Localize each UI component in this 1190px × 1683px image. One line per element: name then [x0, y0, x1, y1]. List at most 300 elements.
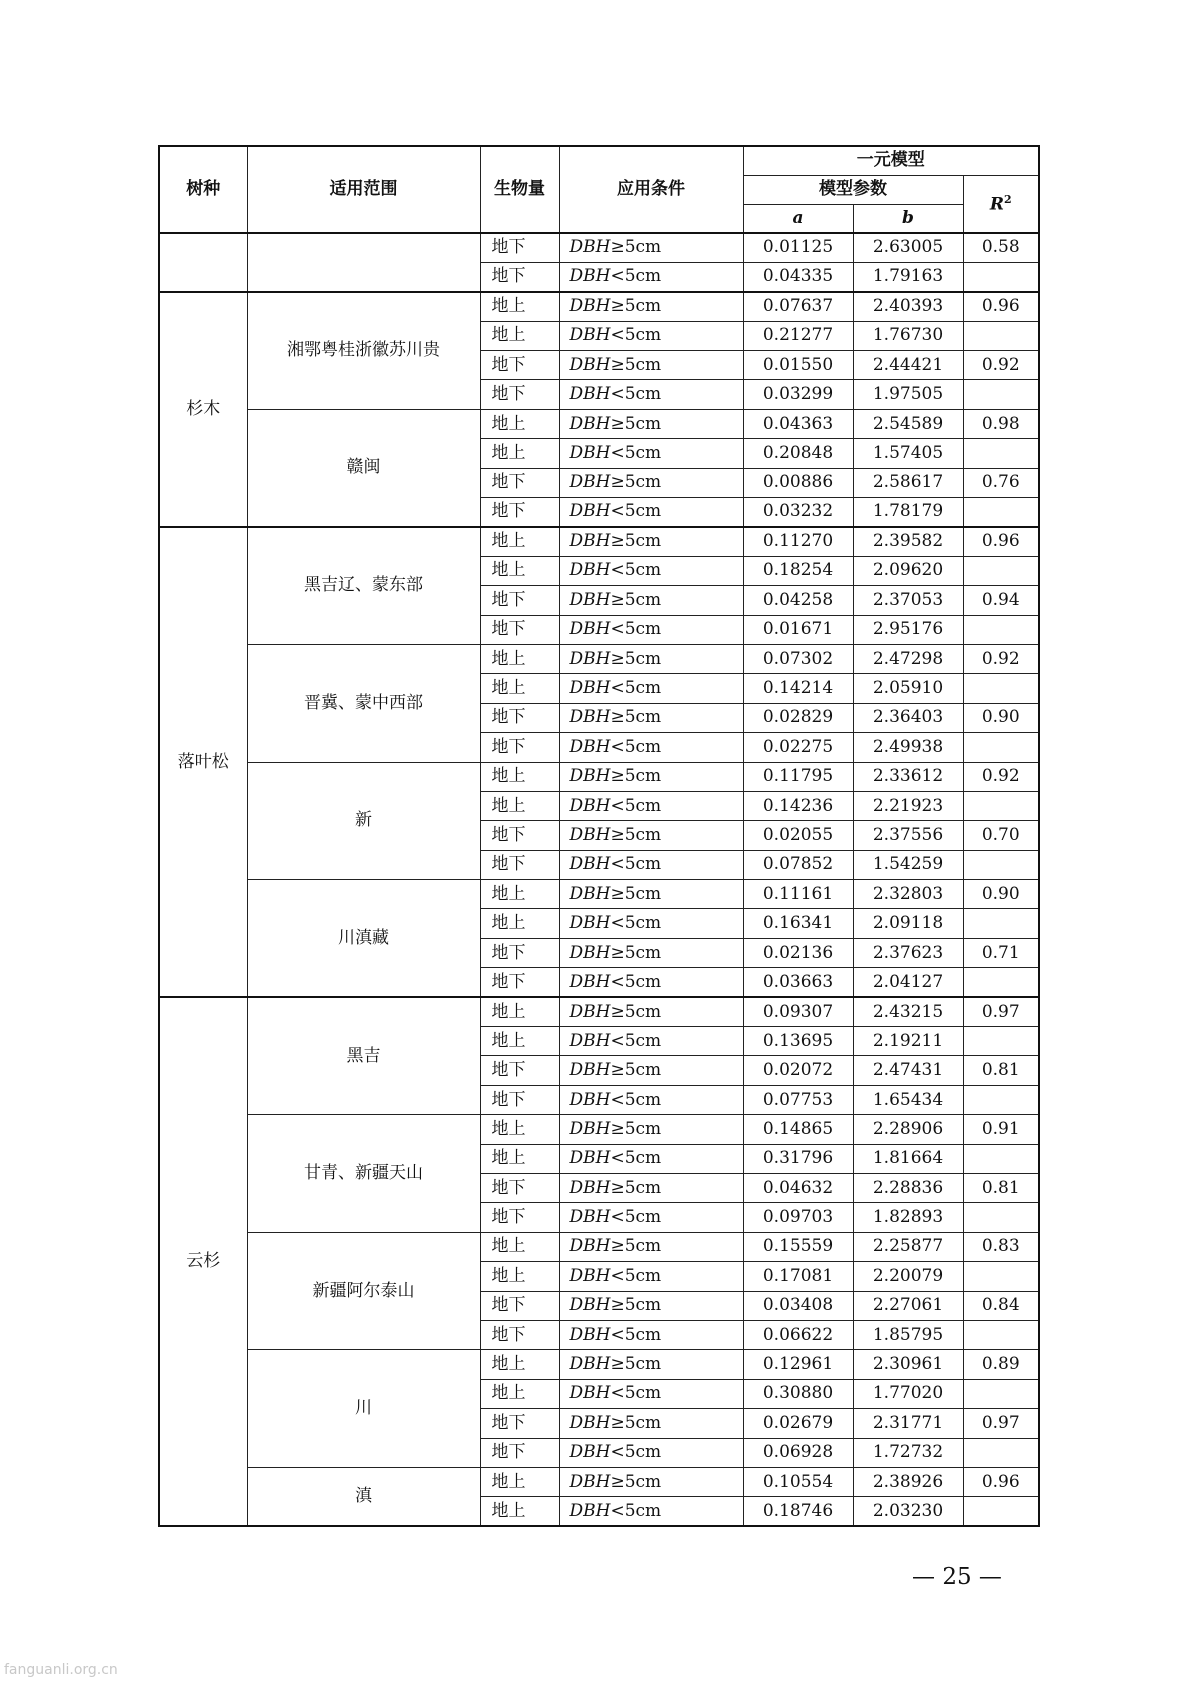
- condition-value: ≥5cm: [610, 1177, 662, 1198]
- biomass-cell: 地下: [480, 498, 559, 527]
- biomass-cell: 地下: [480, 1056, 559, 1085]
- param-a-cell: 0.02275: [743, 733, 853, 762]
- condition-cell: [559, 821, 743, 850]
- param-r2-cell: 0.97: [963, 997, 1039, 1026]
- condition-value: ≥5cm: [610, 1412, 662, 1433]
- param-b-cell: 2.44421: [853, 351, 963, 380]
- param-b-cell: 2.58617: [853, 468, 963, 497]
- param-b-cell: 1.54259: [853, 850, 963, 879]
- condition-value: <5cm: [610, 854, 662, 875]
- param-b-cell: 1.82893: [853, 1203, 963, 1232]
- condition-cell: [559, 1409, 743, 1438]
- condition-value: ≥5cm: [610, 1295, 662, 1316]
- param-a-cell: 0.09703: [743, 1203, 853, 1232]
- condition-variable: DBH: [569, 531, 611, 552]
- condition-value: <5cm: [610, 1324, 662, 1345]
- condition-value: ≥5cm: [610, 237, 662, 258]
- condition-value: <5cm: [610, 795, 662, 816]
- biomass-cell: 地上: [480, 1262, 559, 1291]
- condition-cell: [559, 762, 743, 791]
- param-b-cell: 2.04127: [853, 968, 963, 997]
- param-r2-cell: 0.84: [963, 1291, 1039, 1320]
- condition-cell: [559, 850, 743, 879]
- condition-value: <5cm: [610, 678, 662, 699]
- biomass-cell: 地上: [480, 1350, 559, 1379]
- condition-cell: [559, 615, 743, 644]
- condition-value: <5cm: [610, 325, 662, 346]
- biomass-cell: 地下: [480, 351, 559, 380]
- param-r2-cell: [963, 1262, 1039, 1291]
- condition-cell: [559, 968, 743, 997]
- condition-variable: DBH: [569, 1236, 611, 1257]
- condition-value: <5cm: [610, 266, 662, 287]
- condition-variable: DBH: [569, 1324, 611, 1345]
- param-b-cell: 1.81664: [853, 1144, 963, 1173]
- param-b-cell: 2.20079: [853, 1262, 963, 1291]
- param-r2-cell: [963, 791, 1039, 820]
- condition-value: ≥5cm: [610, 825, 662, 845]
- range-cell: 新疆阿尔泰山: [247, 1232, 480, 1350]
- param-r2-cell: 0.98: [963, 409, 1039, 438]
- condition-cell: [559, 409, 743, 438]
- biomass-cell: 地上: [480, 909, 559, 938]
- biomass-cell: 地下: [480, 1409, 559, 1438]
- condition-variable: DBH: [569, 266, 611, 287]
- biomass-cell: 地下: [480, 262, 559, 291]
- biomass-cell: 地下: [480, 233, 559, 262]
- table-row: [159, 233, 1039, 262]
- condition-cell: [559, 909, 743, 938]
- param-r2-cell: [963, 556, 1039, 585]
- condition-variable: DBH: [569, 913, 611, 934]
- param-a-cell: 0.10554: [743, 1467, 853, 1496]
- condition-variable: DBH: [569, 1295, 611, 1316]
- param-r2-cell: 0.71: [963, 938, 1039, 967]
- param-a-cell: 0.07852: [743, 850, 853, 879]
- biomass-cell: 地上: [480, 556, 559, 585]
- condition-variable: DBH: [569, 678, 611, 699]
- header-condition: 应用条件: [559, 146, 743, 233]
- range-cell: 赣闽: [247, 409, 480, 527]
- param-a-cell: 0.11161: [743, 880, 853, 909]
- param-a-cell: 0.03408: [743, 1291, 853, 1320]
- param-b-cell: 1.85795: [853, 1320, 963, 1349]
- condition-value: ≥5cm: [610, 1001, 662, 1022]
- param-a-cell: 0.04363: [743, 409, 853, 438]
- param-r2-cell: 0.70: [963, 821, 1039, 850]
- param-b-cell: 1.57405: [853, 439, 963, 468]
- range-cell: 滇: [247, 1467, 480, 1526]
- range-cell: 湘鄂粤桂浙徽苏川贵: [247, 292, 480, 410]
- condition-variable: DBH: [569, 1383, 611, 1404]
- biomass-cell: 地下: [480, 938, 559, 967]
- condition-variable: DBH: [569, 354, 611, 375]
- param-r2-cell: [963, 850, 1039, 879]
- biomass-cell: 地下: [480, 703, 559, 732]
- header-b: b: [853, 204, 963, 233]
- param-r2-cell: [963, 1027, 1039, 1056]
- condition-variable: DBH: [569, 501, 611, 522]
- param-b-cell: 2.28836: [853, 1174, 963, 1203]
- condition-variable: DBH: [569, 237, 611, 258]
- condition-value: <5cm: [610, 560, 662, 581]
- param-b-cell: 2.27061: [853, 1291, 963, 1320]
- condition-variable: DBH: [569, 854, 611, 875]
- param-a-cell: 0.01550: [743, 351, 853, 380]
- biomass-cell: 地上: [480, 644, 559, 673]
- param-b-cell: 2.37053: [853, 586, 963, 615]
- condition-cell: [559, 586, 743, 615]
- condition-cell: [559, 468, 743, 497]
- condition-cell: [559, 880, 743, 909]
- condition-value: ≥5cm: [610, 1060, 662, 1081]
- biomass-cell: 地上: [480, 762, 559, 791]
- header-r2: [963, 175, 1039, 233]
- condition-cell: [559, 1467, 743, 1496]
- param-b-cell: 2.54589: [853, 409, 963, 438]
- condition-value: <5cm: [610, 971, 662, 992]
- header-params: 模型参数: [743, 175, 963, 204]
- condition-value: ≥5cm: [610, 1471, 662, 1492]
- condition-cell: [559, 351, 743, 380]
- condition-cell: [559, 1203, 743, 1232]
- param-a-cell: 0.09307: [743, 997, 853, 1026]
- condition-variable: DBH: [569, 736, 611, 757]
- condition-variable: DBH: [569, 619, 611, 640]
- table-body: [159, 233, 1039, 1526]
- param-b-cell: 2.03230: [853, 1497, 963, 1526]
- condition-value: ≥5cm: [610, 296, 662, 317]
- table-row: [159, 292, 1039, 321]
- param-a-cell: 0.13695: [743, 1027, 853, 1056]
- param-r2-cell: [963, 1085, 1039, 1114]
- param-b-cell: 2.05910: [853, 674, 963, 703]
- param-b-cell: 2.63005: [853, 233, 963, 262]
- condition-variable: DBH: [569, 442, 611, 463]
- condition-cell: [559, 938, 743, 967]
- param-a-cell: 0.30880: [743, 1379, 853, 1408]
- biomass-cell: 地下: [480, 1085, 559, 1114]
- condition-cell: [559, 233, 743, 262]
- condition-variable: DBH: [569, 971, 611, 992]
- biomass-cell: 地上: [480, 1027, 559, 1056]
- param-r2-cell: [963, 439, 1039, 468]
- param-r2-cell: 0.92: [963, 351, 1039, 380]
- param-a-cell: 0.31796: [743, 1144, 853, 1173]
- table-row: [159, 762, 1039, 791]
- param-a-cell: 0.02679: [743, 1409, 853, 1438]
- param-a-cell: 0.11270: [743, 527, 853, 556]
- range-cell: 黑吉辽、蒙东部: [247, 527, 480, 645]
- condition-cell: [559, 1379, 743, 1408]
- param-r2-cell: 0.81: [963, 1174, 1039, 1203]
- condition-cell: [559, 1350, 743, 1379]
- condition-variable: DBH: [569, 296, 611, 317]
- param-r2-cell: [963, 615, 1039, 644]
- condition-value: ≥5cm: [610, 1236, 662, 1257]
- condition-value: ≥5cm: [610, 883, 662, 904]
- condition-cell: [559, 292, 743, 321]
- range-cell: 甘青、新疆天山: [247, 1115, 480, 1233]
- param-a-cell: 0.02055: [743, 821, 853, 850]
- param-r2-cell: [963, 1203, 1039, 1232]
- condition-cell: [559, 1115, 743, 1144]
- param-a-cell: 0.14236: [743, 791, 853, 820]
- param-r2-cell: 0.90: [963, 880, 1039, 909]
- param-b-cell: 2.38926: [853, 1467, 963, 1496]
- param-b-cell: 1.79163: [853, 262, 963, 291]
- range-cell: 晋冀、蒙中西部: [247, 644, 480, 762]
- param-b-cell: 2.95176: [853, 615, 963, 644]
- biomass-cell: 地上: [480, 880, 559, 909]
- condition-variable: DBH: [569, 825, 611, 845]
- condition-value: <5cm: [610, 619, 662, 640]
- param-a-cell: 0.04258: [743, 586, 853, 615]
- param-r2-cell: [963, 1438, 1039, 1467]
- condition-cell: [559, 997, 743, 1026]
- condition-variable: DBH: [569, 1177, 611, 1198]
- condition-variable: DBH: [569, 325, 611, 346]
- biomass-cell: 地上: [480, 527, 559, 556]
- condition-cell: [559, 556, 743, 585]
- condition-cell: [559, 1291, 743, 1320]
- param-r2-cell: 0.90: [963, 703, 1039, 732]
- biomass-cell: 地下: [480, 1320, 559, 1349]
- condition-variable: DBH: [569, 707, 611, 728]
- condition-value: <5cm: [610, 1265, 662, 1286]
- param-r2-cell: 0.76: [963, 468, 1039, 497]
- param-a-cell: 0.07637: [743, 292, 853, 321]
- condition-cell: [559, 1174, 743, 1203]
- param-a-cell: 0.18746: [743, 1497, 853, 1526]
- condition-variable: DBH: [569, 589, 611, 610]
- condition-value: ≥5cm: [610, 942, 662, 963]
- condition-variable: DBH: [569, 942, 611, 963]
- biomass-cell: 地上: [480, 1467, 559, 1496]
- condition-value: ≥5cm: [610, 354, 662, 375]
- param-a-cell: 0.21277: [743, 321, 853, 350]
- param-b-cell: 2.43215: [853, 997, 963, 1026]
- condition-variable: DBH: [569, 1060, 611, 1081]
- biomass-cell: 地下: [480, 1438, 559, 1467]
- condition-cell: [559, 498, 743, 527]
- range-cell: [247, 233, 480, 292]
- table-row: [159, 1232, 1039, 1261]
- condition-variable: DBH: [569, 1089, 611, 1110]
- condition-value: ≥5cm: [610, 589, 662, 610]
- param-r2-cell: [963, 909, 1039, 938]
- param-b-cell: 2.09620: [853, 556, 963, 585]
- condition-value: <5cm: [610, 1207, 662, 1228]
- condition-cell: [559, 703, 743, 732]
- biomass-cell: 地下: [480, 380, 559, 409]
- param-b-cell: 2.21923: [853, 791, 963, 820]
- biomass-model-table: [158, 145, 1040, 1527]
- param-b-cell: 2.28906: [853, 1115, 963, 1144]
- param-b-cell: 1.72732: [853, 1438, 963, 1467]
- condition-variable: DBH: [569, 1030, 611, 1051]
- param-r2-cell: 0.81: [963, 1056, 1039, 1085]
- param-a-cell: 0.01125: [743, 233, 853, 262]
- range-cell: 黑吉: [247, 997, 480, 1115]
- condition-variable: DBH: [569, 560, 611, 581]
- param-a-cell: 0.20848: [743, 439, 853, 468]
- biomass-cell: 地下: [480, 968, 559, 997]
- param-a-cell: 0.07753: [743, 1085, 853, 1114]
- condition-value: ≥5cm: [610, 707, 662, 728]
- param-r2-cell: 0.92: [963, 644, 1039, 673]
- condition-variable: DBH: [569, 648, 611, 669]
- param-a-cell: 0.11795: [743, 762, 853, 791]
- param-r2-cell: [963, 321, 1039, 350]
- condition-variable: DBH: [569, 1412, 611, 1433]
- param-a-cell: 0.01671: [743, 615, 853, 644]
- param-b-cell: 2.39582: [853, 527, 963, 556]
- param-r2-cell: 0.92: [963, 762, 1039, 791]
- param-r2-cell: 0.96: [963, 527, 1039, 556]
- condition-value: ≥5cm: [610, 1354, 662, 1375]
- param-a-cell: 0.16341: [743, 909, 853, 938]
- range-cell: 川滇藏: [247, 880, 480, 998]
- param-a-cell: 0.06928: [743, 1438, 853, 1467]
- param-a-cell: 0.00886: [743, 468, 853, 497]
- table-row: [159, 1467, 1039, 1496]
- condition-cell: [559, 527, 743, 556]
- condition-variable: DBH: [569, 472, 611, 493]
- species-cell: 云杉: [159, 997, 247, 1526]
- condition-variable: DBH: [569, 1001, 611, 1022]
- condition-cell: [559, 321, 743, 350]
- param-b-cell: 2.40393: [853, 292, 963, 321]
- param-a-cell: 0.02072: [743, 1056, 853, 1085]
- param-b-cell: 2.25877: [853, 1232, 963, 1261]
- table-row: [159, 644, 1039, 673]
- condition-variable: DBH: [569, 1207, 611, 1228]
- param-r2-cell: [963, 262, 1039, 291]
- condition-cell: [559, 1056, 743, 1085]
- biomass-cell: 地上: [480, 791, 559, 820]
- condition-value: <5cm: [610, 384, 662, 405]
- species-cell: 落叶松: [159, 527, 247, 997]
- param-a-cell: 0.17081: [743, 1262, 853, 1291]
- param-r2-cell: [963, 674, 1039, 703]
- condition-value: <5cm: [610, 1148, 662, 1169]
- param-r2-cell: [963, 968, 1039, 997]
- param-b-cell: 2.37623: [853, 938, 963, 967]
- header-a: a: [743, 204, 853, 233]
- header-species: 树种: [159, 146, 247, 233]
- param-r2-cell: 0.58: [963, 233, 1039, 262]
- param-b-cell: 2.36403: [853, 703, 963, 732]
- condition-variable: DBH: [569, 1442, 611, 1463]
- biomass-cell: 地下: [480, 468, 559, 497]
- param-a-cell: 0.03232: [743, 498, 853, 527]
- condition-variable: DBH: [569, 766, 611, 787]
- param-a-cell: 0.04335: [743, 262, 853, 291]
- species-cell: [159, 233, 247, 292]
- condition-value: <5cm: [610, 913, 662, 934]
- biomass-cell: 地上: [480, 1115, 559, 1144]
- table-row: [159, 997, 1039, 1026]
- condition-value: <5cm: [610, 1089, 662, 1110]
- param-r2-cell: [963, 498, 1039, 527]
- biomass-cell: 地上: [480, 409, 559, 438]
- header-r2-sup: 2: [1003, 192, 1012, 206]
- condition-value: ≥5cm: [610, 472, 662, 493]
- condition-cell: [559, 733, 743, 762]
- biomass-cell: 地上: [480, 321, 559, 350]
- condition-cell: [559, 262, 743, 291]
- condition-value: ≥5cm: [610, 1118, 662, 1139]
- biomass-cell: 地下: [480, 586, 559, 615]
- biomass-cell: 地下: [480, 733, 559, 762]
- param-b-cell: 2.33612: [853, 762, 963, 791]
- param-a-cell: 0.02136: [743, 938, 853, 967]
- condition-cell: [559, 1262, 743, 1291]
- biomass-cell: 地上: [480, 1144, 559, 1173]
- param-a-cell: 0.04632: [743, 1174, 853, 1203]
- condition-variable: DBH: [569, 1354, 611, 1375]
- biomass-cell: 地上: [480, 1497, 559, 1526]
- param-r2-cell: 0.94: [963, 586, 1039, 615]
- condition-cell: [559, 439, 743, 468]
- param-b-cell: 1.78179: [853, 498, 963, 527]
- biomass-cell: 地下: [480, 1174, 559, 1203]
- condition-value: <5cm: [610, 1442, 662, 1463]
- param-r2-cell: [963, 1379, 1039, 1408]
- table-row: [159, 1115, 1039, 1144]
- header-range: 适用范围: [247, 146, 480, 233]
- param-a-cell: 0.14865: [743, 1115, 853, 1144]
- condition-variable: DBH: [569, 795, 611, 816]
- range-cell: 新: [247, 762, 480, 880]
- param-a-cell: 0.07302: [743, 644, 853, 673]
- param-a-cell: 0.14214: [743, 674, 853, 703]
- condition-value: <5cm: [610, 736, 662, 757]
- table-row: [159, 409, 1039, 438]
- condition-cell: [559, 380, 743, 409]
- param-b-cell: 2.31771: [853, 1409, 963, 1438]
- param-b-cell: 2.09118: [853, 909, 963, 938]
- param-r2-cell: [963, 733, 1039, 762]
- param-r2-cell: [963, 1497, 1039, 1526]
- header-biomass: 生物量: [480, 146, 559, 233]
- biomass-cell: 地下: [480, 850, 559, 879]
- condition-value: ≥5cm: [610, 766, 662, 787]
- param-r2-cell: 0.96: [963, 292, 1039, 321]
- biomass-cell: 地下: [480, 615, 559, 644]
- condition-variable: DBH: [569, 883, 611, 904]
- header-model: 一元模型: [743, 146, 1039, 175]
- param-b-cell: 1.65434: [853, 1085, 963, 1114]
- species-cell: 杉木: [159, 292, 247, 527]
- table-row: [159, 527, 1039, 556]
- biomass-cell: 地下: [480, 821, 559, 850]
- condition-value: <5cm: [610, 1030, 662, 1051]
- condition-value: ≥5cm: [610, 648, 662, 669]
- biomass-cell: 地上: [480, 1379, 559, 1408]
- biomass-cell: 地下: [480, 1291, 559, 1320]
- param-a-cell: 0.18254: [743, 556, 853, 585]
- param-a-cell: 0.03299: [743, 380, 853, 409]
- param-r2-cell: 0.83: [963, 1232, 1039, 1261]
- param-r2-cell: [963, 380, 1039, 409]
- param-a-cell: 0.03663: [743, 968, 853, 997]
- param-b-cell: 2.47298: [853, 644, 963, 673]
- param-a-cell: 0.15559: [743, 1232, 853, 1261]
- condition-value: <5cm: [610, 1383, 662, 1404]
- condition-variable: DBH: [569, 413, 611, 434]
